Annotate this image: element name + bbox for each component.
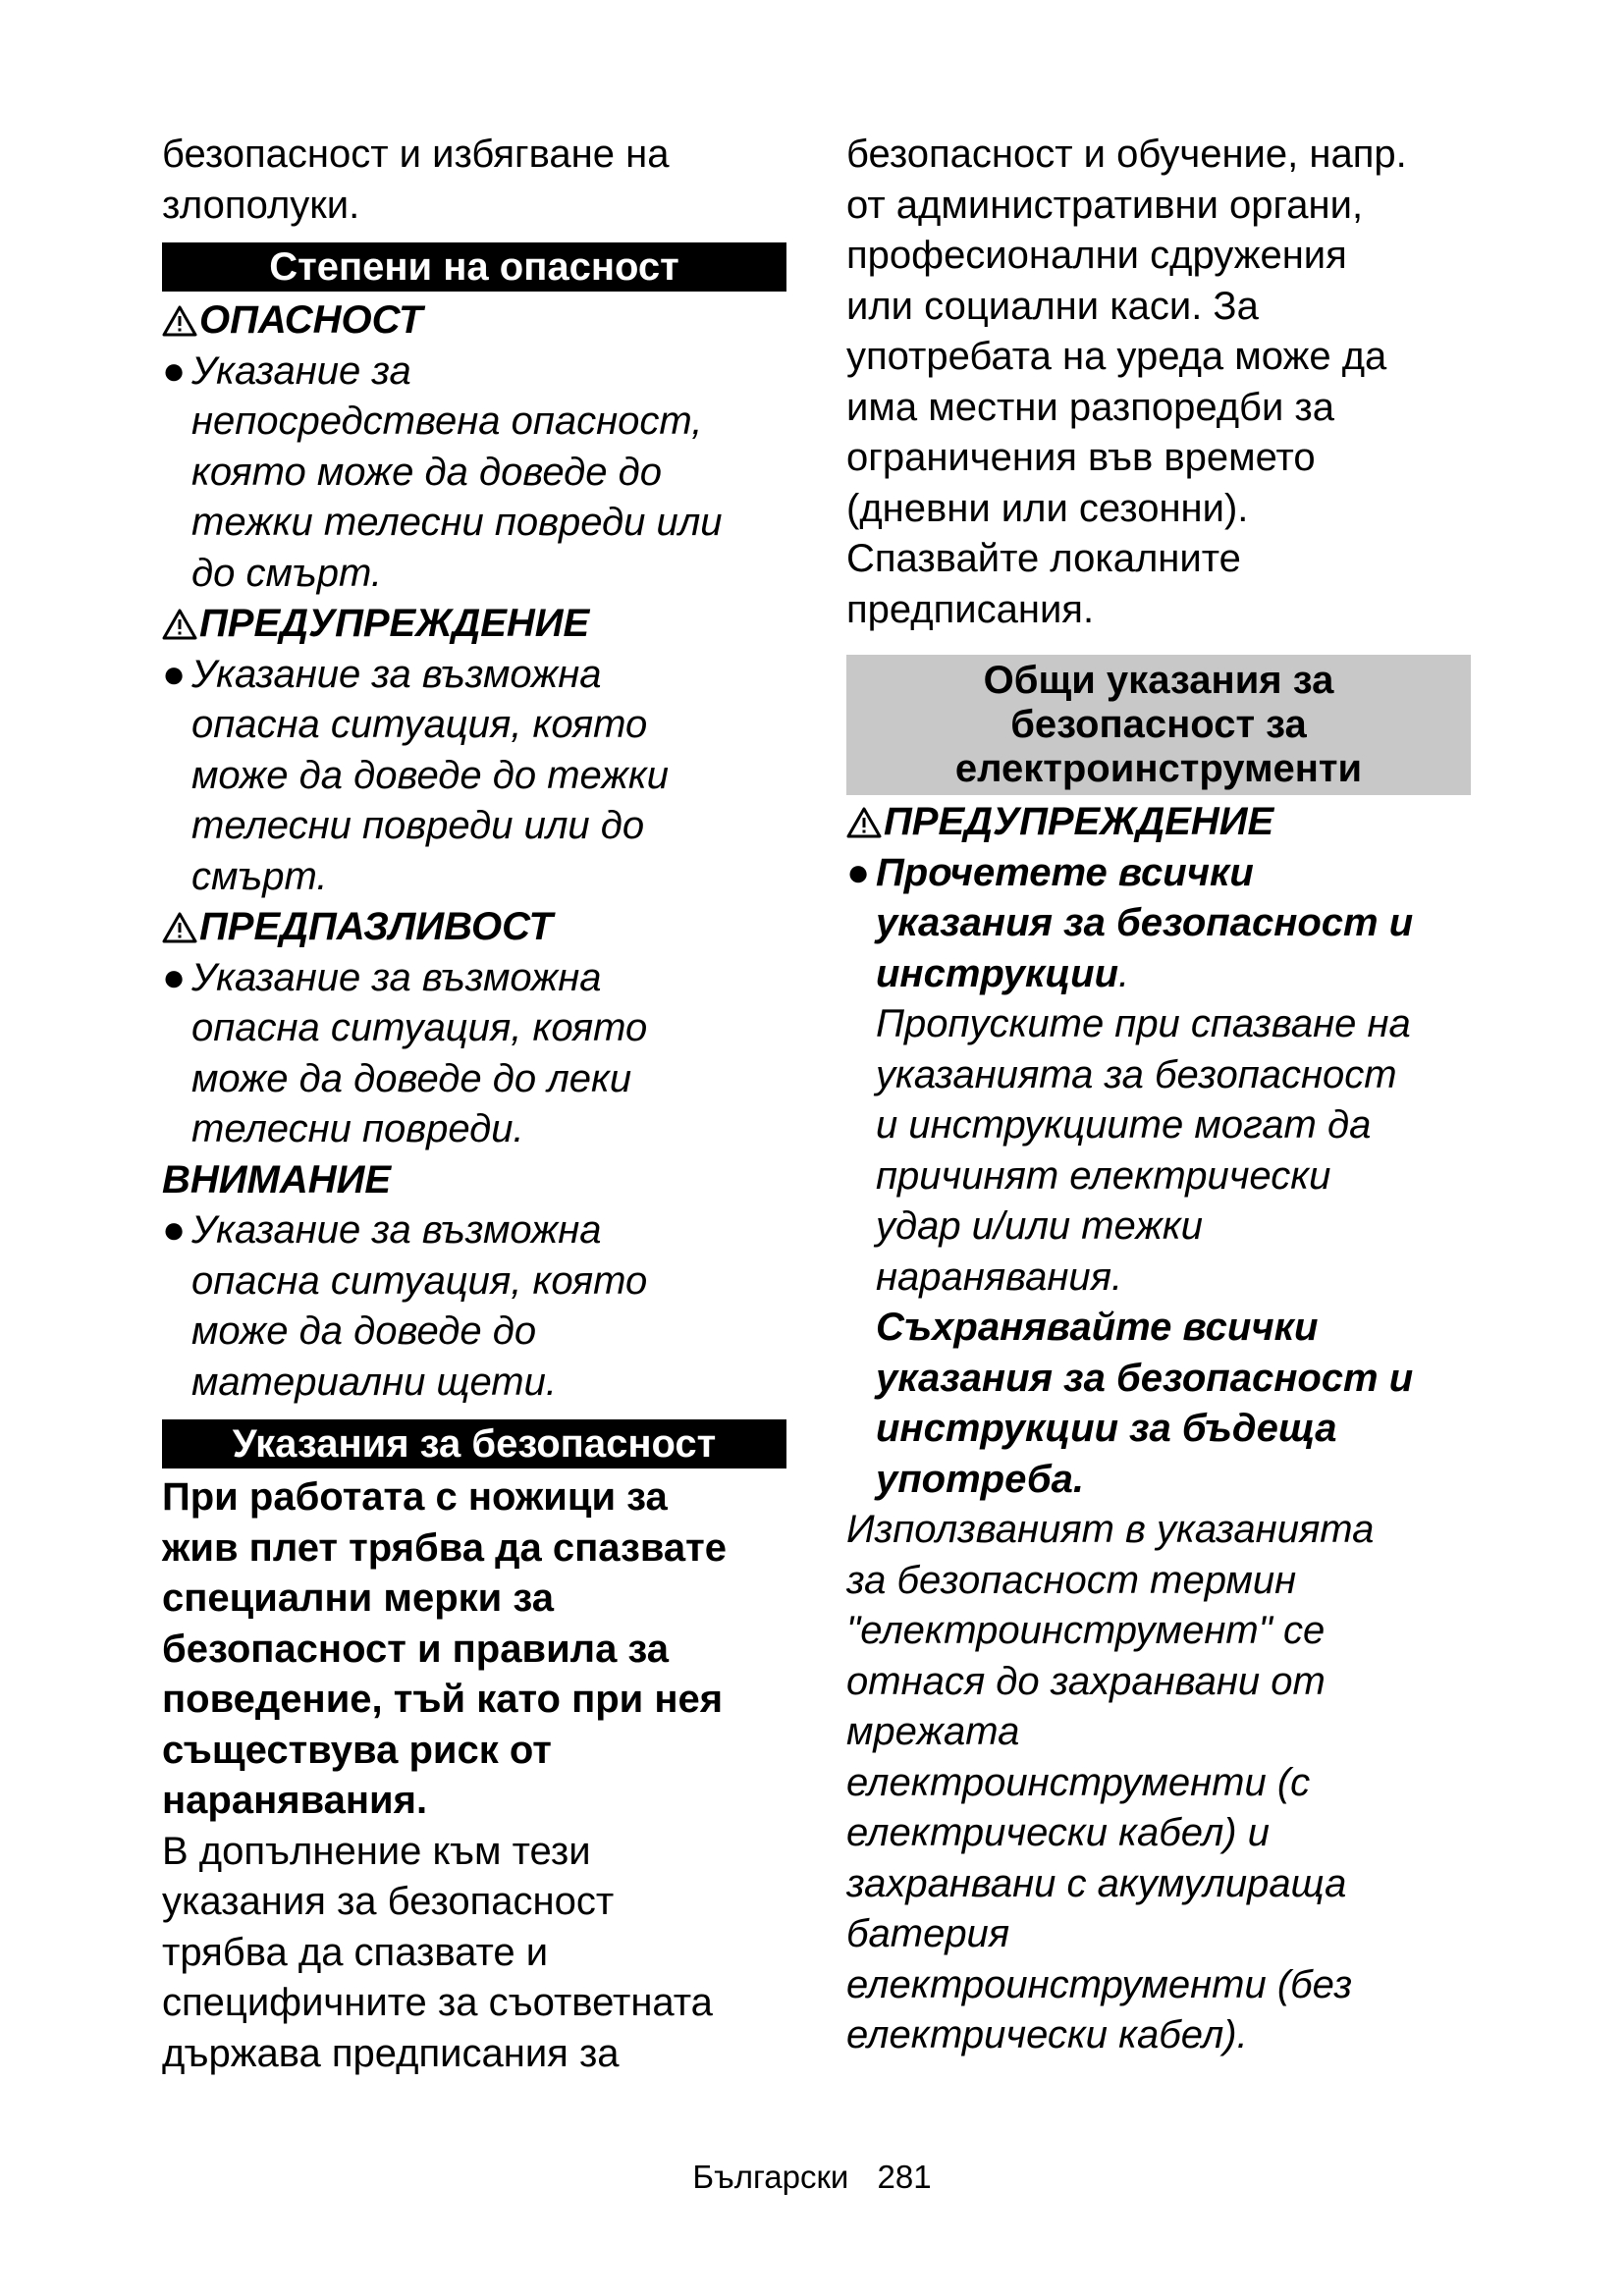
warning-signal-word [846, 797, 1475, 848]
paragraph-line: специфичните за съответната [162, 1981, 713, 2024]
hedge-trimmer-safety-paragraph [162, 1472, 790, 1827]
footer-language: Български [692, 2159, 849, 2195]
danger-description [162, 347, 790, 600]
caution-line: телесни повреди. [191, 1107, 524, 1150]
paragraph-line: електроинструменти (без [846, 1962, 1353, 2006]
national-regulations-paragraph [162, 1827, 790, 2080]
bullet: ● [162, 955, 187, 999]
italic-line: Пропуските при спазване на [876, 1002, 1411, 1045]
paragraph-line: Спазвайте локалните [846, 537, 1241, 580]
bullet: ● [162, 348, 187, 393]
notice-description [162, 1205, 790, 1408]
warning-line: може да доведе до тежки [191, 753, 669, 797]
paragraph-line: електроинструменти (с [846, 1760, 1311, 1804]
paragraph-line: указания за безопасност [162, 1880, 615, 1923]
danger-line: Указание за [191, 348, 411, 393]
regulations-continued-paragraph [846, 130, 1475, 635]
bold-line: употреба. [876, 1457, 1084, 1501]
warning-triangle-icon [162, 911, 197, 944]
period: . [1118, 951, 1130, 995]
intro-line-1: безопасност и избягване на [162, 133, 670, 176]
paragraph-line: професионални сдружения [846, 234, 1347, 277]
bullet: ● [846, 850, 871, 894]
paragraph-line: трябва да спазвате и [162, 1930, 549, 1974]
page-number: 281 [877, 2159, 932, 2195]
paragraph-line: безопасност и обучение, напр. [846, 133, 1407, 176]
paragraph-line: батерия [846, 1912, 1010, 1955]
warning-title: ПРЕДУПРЕЖДЕНИЕ [884, 800, 1274, 843]
danger-line: тежки телесни повреди или [191, 501, 723, 544]
paragraph-line: държава предписания за [162, 2031, 620, 2075]
warning-triangle-icon [162, 304, 197, 338]
paragraph-line: При работата с ножици за [162, 1475, 668, 1519]
warning-triangle-icon [846, 806, 882, 839]
danger-line: която може да доведе до [191, 450, 662, 494]
power-tool-term-paragraph [846, 1505, 1475, 2061]
page-footer [0, 2158, 1624, 2197]
paragraph-line: предписания. [846, 587, 1095, 631]
caution-description [162, 953, 790, 1155]
notice-line: може да доведе до [191, 1309, 537, 1353]
paragraph-line: от административни органи, [846, 183, 1364, 227]
paragraph-line: поведение, тъй като при нея [162, 1678, 724, 1721]
danger-title: ОПАСНОСТ [199, 298, 423, 342]
warning-line: опасна ситуация, която [191, 703, 648, 746]
italic-line: наранявания. [876, 1255, 1123, 1299]
warning-signal-word [162, 599, 790, 650]
heading-line: Общи указания за [983, 659, 1334, 702]
caution-line: Указание за възможна [191, 955, 602, 999]
paragraph-line: мрежата [846, 1710, 1020, 1753]
paragraph-line: захранвани с акумулираща [846, 1861, 1347, 1905]
warning-triangle-icon [162, 608, 197, 641]
notice-line: материални щети. [191, 1360, 557, 1404]
paragraph-line: безопасност и правила за [162, 1627, 670, 1671]
italic-line: удар и/или тежки [876, 1204, 1204, 1248]
bold-line: указания за безопасност и [876, 901, 1414, 944]
paragraph-line: или социални каси. За [846, 284, 1259, 328]
warning-line: телесни повреди или до [191, 804, 645, 847]
paragraph-line: ограничения във времето [846, 436, 1316, 479]
paragraph-line: (дневни или сезонни). [846, 486, 1249, 530]
paragraph-line: В допълнение към тези [162, 1829, 591, 1873]
caution-title: ПРЕДПАЗЛИВОСТ [199, 905, 553, 948]
warning-description [162, 650, 790, 903]
danger-line: непосредствена опасност, [191, 400, 703, 443]
paragraph-line: специални мерки за [162, 1576, 554, 1620]
bold-line: указания за безопасност и [876, 1356, 1414, 1400]
paragraph-line: наранявания. [162, 1779, 428, 1822]
notice-signal-word [162, 1155, 790, 1206]
paragraph-line: "електроинструмент" се [846, 1609, 1326, 1652]
paragraph-line: съществува риск от [162, 1728, 552, 1772]
warning-line: Указание за възможна [191, 652, 602, 696]
right-column [846, 130, 1475, 2061]
read-instructions-item [846, 848, 1475, 1506]
italic-line: и инструкциите могат да [876, 1103, 1372, 1147]
paragraph-line: отнася до захранвани от [846, 1659, 1326, 1703]
paragraph-line: електрически кабел) и [846, 1811, 1270, 1854]
bold-line: Прочетете всички [876, 850, 1254, 894]
italic-line: причинят електрически [876, 1153, 1331, 1198]
hazard-levels-heading: Степени на опасност [162, 242, 786, 292]
bold-line: инструкции за бъдеща [876, 1407, 1337, 1450]
bold-line: инструкции [876, 951, 1119, 995]
notice-line: Указание за възможна [191, 1208, 602, 1252]
italic-line: указанията за безопасност [876, 1052, 1397, 1096]
heading-line: безопасност за [1010, 703, 1307, 746]
notice-title: ВНИМАНИЕ [162, 1157, 392, 1201]
caution-line: може да доведе до леки [191, 1056, 632, 1100]
paragraph-line: за безопасност термин [846, 1558, 1297, 1602]
general-power-tool-safety-heading [846, 655, 1471, 795]
bullet: ● [162, 1208, 187, 1252]
bold-line: Съхранявайте всички [876, 1306, 1319, 1349]
heading-line: електроинструменти [954, 747, 1363, 790]
intro-line-2: злополуки. [162, 183, 360, 227]
caution-signal-word [162, 902, 790, 953]
warning-line: смърт. [191, 854, 328, 898]
bullet: ● [162, 652, 187, 696]
paragraph-line: Използваният в указанията [846, 1508, 1375, 1551]
caution-line: опасна ситуация, която [191, 1006, 648, 1049]
danger-signal-word [162, 295, 790, 347]
paragraph-line: има местни разпоредби за [846, 385, 1335, 429]
paragraph-line: електрически кабел). [846, 2013, 1248, 2056]
safety-instructions-heading: Указания за безопасност [162, 1419, 786, 1468]
notice-line: опасна ситуация, която [191, 1258, 648, 1303]
danger-line: до смърт. [191, 551, 382, 595]
paragraph-line: употребата на уреда може да [846, 335, 1387, 378]
left-column [162, 130, 790, 2079]
paragraph-line: жив плет трябва да спазвате [162, 1525, 727, 1570]
warning-title: ПРЕДУПРЕЖДЕНИЕ [199, 602, 590, 645]
